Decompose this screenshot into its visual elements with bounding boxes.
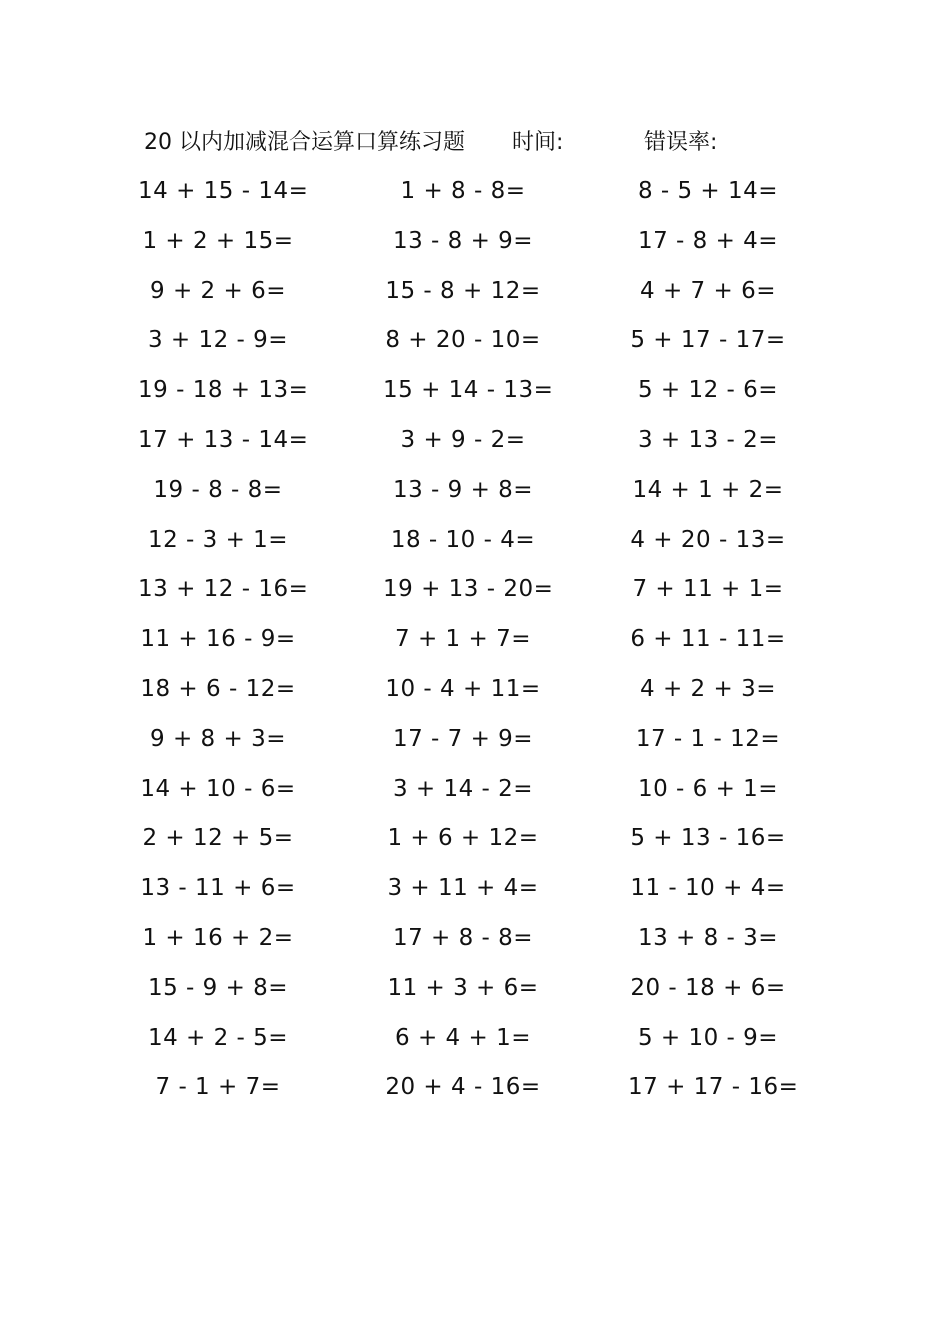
problem-row: [0, 871, 950, 921]
arithmetic-problem: 14 + 1 + 2=: [632, 476, 784, 503]
problem-row: [0, 772, 950, 822]
time-label: 时间:: [512, 130, 564, 155]
arithmetic-problem: 8 + 20 - 10=: [385, 327, 541, 354]
problem-row: [0, 373, 950, 423]
problem-row: [0, 224, 950, 274]
problem-row: [0, 174, 950, 224]
arithmetic-problem: 5 + 10 - 9=: [637, 1024, 779, 1051]
arithmetic-problem: 9 + 2 + 6=: [150, 277, 286, 304]
arithmetic-problem: 10 - 6 + 1=: [637, 775, 779, 802]
problem-row: [0, 274, 950, 324]
arithmetic-problem: 1 + 16 + 2=: [142, 924, 294, 951]
arithmetic-problem: 4 + 7 + 6=: [640, 277, 776, 304]
arithmetic-problem: 1 + 2 + 15=: [142, 227, 294, 254]
problem-row: [0, 323, 950, 373]
arithmetic-problem: 14 + 10 - 6=: [140, 775, 296, 802]
error-rate-label: 错误率:: [644, 130, 718, 155]
arithmetic-problem: 3 + 11 + 4=: [387, 875, 539, 902]
arithmetic-problem: 19 + 13 - 20=: [383, 576, 554, 603]
arithmetic-problem: 17 + 8 - 8=: [392, 924, 534, 951]
problem-row: [0, 1070, 950, 1120]
arithmetic-problem: 19 - 8 - 8=: [153, 476, 283, 503]
arithmetic-problem: 15 - 9 + 8=: [147, 974, 289, 1001]
arithmetic-problem: 5 + 17 - 17=: [630, 327, 786, 354]
problem-row: [0, 971, 950, 1021]
problem-row: [0, 622, 950, 672]
arithmetic-problem: 7 + 11 + 1=: [632, 576, 784, 603]
worksheet-header: [0, 126, 950, 160]
problem-row: [0, 473, 950, 523]
arithmetic-problem: 13 + 12 - 16=: [138, 576, 309, 603]
arithmetic-problem: 13 - 11 + 6=: [140, 875, 296, 902]
problem-row: [0, 672, 950, 722]
arithmetic-problem: 4 + 20 - 13=: [630, 526, 786, 553]
arithmetic-problem: 3 + 13 - 2=: [637, 426, 779, 453]
arithmetic-problem: 12 - 3 + 1=: [147, 526, 289, 553]
arithmetic-problem: 1 + 8 - 8=: [400, 178, 526, 204]
arithmetic-problem: 18 - 10 - 4=: [390, 526, 536, 553]
arithmetic-problem: 1 + 6 + 12=: [387, 825, 539, 852]
problem-row: [0, 821, 950, 871]
arithmetic-problem: 5 + 12 - 6=: [637, 377, 779, 404]
arithmetic-problem: 17 - 8 + 4=: [637, 227, 779, 254]
arithmetic-problem: 10 - 4 + 11=: [385, 675, 541, 702]
arithmetic-problem: 13 + 8 - 3=: [637, 924, 779, 951]
problem-row: [0, 423, 950, 473]
arithmetic-problem: 17 - 1 - 12=: [635, 725, 781, 752]
arithmetic-problem: 20 - 18 + 6=: [630, 974, 786, 1001]
arithmetic-problem: 6 + 11 - 11=: [630, 626, 786, 653]
arithmetic-problem: 11 + 16 - 9=: [140, 626, 296, 653]
arithmetic-problem: 14 + 15 - 14=: [138, 178, 309, 204]
arithmetic-problem: 3 + 12 - 9=: [147, 327, 289, 354]
arithmetic-problem: 11 - 10 + 4=: [630, 875, 786, 902]
arithmetic-problem: 14 + 2 - 5=: [147, 1024, 289, 1051]
arithmetic-problem: 4 + 2 + 3=: [640, 675, 776, 702]
arithmetic-problem: 7 + 1 + 7=: [395, 626, 531, 653]
arithmetic-problem: 19 - 18 + 13=: [138, 377, 309, 404]
arithmetic-problem: 7 - 1 + 7=: [155, 1074, 281, 1101]
worksheet-title: 20 以内加减混合运算口算练习题: [144, 130, 465, 155]
arithmetic-problem: 11 + 3 + 6=: [387, 974, 539, 1001]
arithmetic-problem: 15 - 8 + 12=: [385, 277, 541, 304]
arithmetic-problem: 5 + 13 - 16=: [630, 825, 786, 852]
arithmetic-problem: 17 + 17 - 16=: [628, 1074, 799, 1101]
arithmetic-problem: 18 + 6 - 12=: [140, 675, 296, 702]
arithmetic-problem: 17 - 7 + 9=: [392, 725, 534, 752]
arithmetic-problem: 13 - 8 + 9=: [392, 227, 534, 254]
arithmetic-problem: 3 + 9 - 2=: [400, 426, 526, 453]
arithmetic-problem: 15 + 14 - 13=: [383, 377, 554, 404]
problem-row: [0, 523, 950, 573]
problem-grid: [0, 174, 950, 1120]
problem-row: [0, 572, 950, 622]
arithmetic-problem: 9 + 8 + 3=: [150, 725, 286, 752]
arithmetic-problem: 3 + 14 - 2=: [392, 775, 534, 802]
arithmetic-problem: 13 - 9 + 8=: [392, 476, 534, 503]
arithmetic-problem: 8 - 5 + 14=: [637, 178, 779, 204]
problem-row: [0, 1021, 950, 1071]
problem-row: [0, 921, 950, 971]
arithmetic-problem: 20 + 4 - 16=: [385, 1074, 541, 1101]
arithmetic-problem: 17 + 13 - 14=: [138, 426, 309, 453]
arithmetic-problem: 6 + 4 + 1=: [395, 1024, 531, 1051]
arithmetic-problem: 2 + 12 + 5=: [142, 825, 294, 852]
problem-row: [0, 722, 950, 772]
